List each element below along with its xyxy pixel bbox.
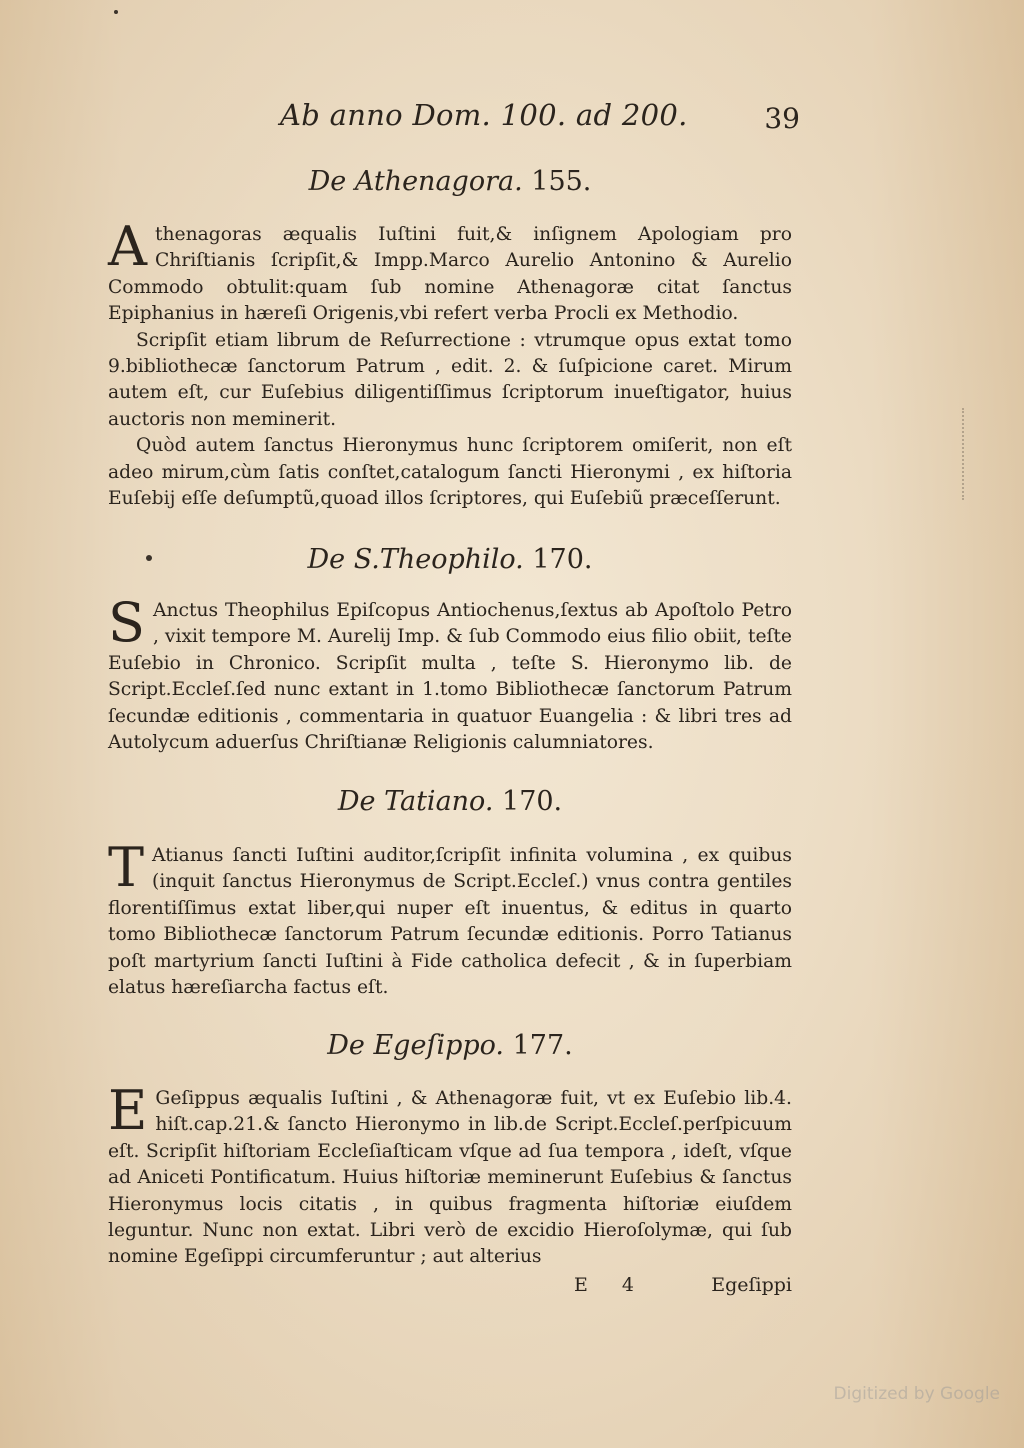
section-year: 170. bbox=[532, 544, 593, 575]
section-body-tatiano bbox=[108, 836, 792, 1001]
page-header bbox=[280, 98, 800, 142]
section-title-text: De S.Theophilo. bbox=[307, 544, 524, 575]
section-body-theophilo bbox=[108, 591, 792, 756]
section-body-athenagora bbox=[108, 215, 792, 512]
paragraph bbox=[108, 215, 792, 328]
paragraph: Scripſit etiam librum de Reſurrectione : vtrumque opus extat tomo 9.bibliothecæ ſanctorum Patrum , edit. 2. & ſuſpicione caret. Mirum autem eſt, cur Euſebius diligentiſſimus ſcriptorum inueſtigator, huius auctoris non meminerit. bbox=[108, 329, 792, 430]
drop-cap: E bbox=[108, 1079, 148, 1142]
paragraph-text: thenagoras æqualis Iuſtini fuit,& inſignem Apologiam pro Chriſtianis ſcripſit,& Impp.Marco Aurelio Antonino & Aurelio Commodo obtulit:quam ſub nomine Athenagoræ citat ſanctus Epiphanius in hæreſi Origenis,vbi refert verba Procli ex Methodio. bbox=[108, 224, 792, 325]
section-body-egesippo bbox=[108, 1079, 792, 1271]
section-title-athenagora bbox=[108, 166, 792, 197]
page-footer bbox=[108, 1274, 792, 1304]
drop-cap: T bbox=[108, 836, 145, 899]
section-year: 155. bbox=[531, 166, 592, 197]
section-title-text: De Egeſippo. bbox=[327, 1030, 505, 1061]
section-title-egesippo bbox=[108, 1030, 792, 1061]
paragraph-text: Atianus ſancti Iuſtini auditor,ſcripſit infinita volumina , ex quibus (inquit ſanctus Hieronymus de Script.Eccleſ.) vnus contra gentiles florentiſſimus extat liber,qui nuper eſt inuentus, & editus in quarto tomo Bibliothecæ ſanctorum Patrum ſecundæ editionis. Porro Tatianus poſt martyrium ſancti Iuſtini à Fide catholica defecit , & in ſuperbiam elatus hæreſiarcha factus eſt. bbox=[108, 845, 792, 999]
signature-mark: E 4 bbox=[574, 1274, 648, 1296]
paragraph-text: Geſippus æqualis Iuſtini , & Athenagoræ fuit, vt ex Euſebio lib.4. hiſt.cap.21.& ſancto Hieronymo in lib.de Script.Eccleſ.perſpicuum eſt. Scripſit hiſtoriam Eccleſiaſticam vſque ad ſua tempora , ideſt, vſque ad Aniceti Pontificatum. Huius hiſtoriæ meminerunt Euſebius & ſanctus Hieronymus locis citatis , in quibus fragmenta hiſtoriæ eiuſdem leguntur. Nunc non extat. Libri verò de excidio Hieroſolymæ, qui ſub nomine Egeſippi circumferuntur ; aut alterius bbox=[108, 1088, 792, 1268]
digitization-watermark: Digitized by Google bbox=[833, 1384, 1000, 1404]
section-title-theophilo bbox=[108, 544, 792, 575]
paragraph bbox=[108, 591, 792, 756]
drop-cap: A bbox=[108, 215, 147, 278]
paragraph bbox=[108, 836, 792, 1001]
section-year: 170. bbox=[502, 786, 563, 817]
section-year: 177. bbox=[512, 1030, 573, 1061]
paragraph bbox=[108, 1079, 792, 1271]
running-head: Ab anno Dom. 100. ad 200. bbox=[280, 98, 688, 132]
margin-smudge bbox=[962, 408, 978, 500]
page-number: 39 bbox=[764, 102, 800, 135]
catchword: Egeſippi bbox=[711, 1274, 792, 1296]
drop-cap: S bbox=[108, 591, 145, 654]
section-title-text: De Tatiano. bbox=[337, 786, 494, 817]
paragraph-text: Anctus Theophilus Epiſcopus Antiochenus,ſextus ab Apoſtolo Petro , vixit tempore M. Aurelij Imp. & ſub Commodo eius filio obiit, teſte Euſebio in Chronico. Scripſit multa , teſte S. Hieronymo lib. de Script.Eccleſ.ſed nunc extant in 1.tomo Bibliothecæ ſanctorum Patrum ſecundæ editionis , commentaria in quatuor Euangelia : & libri tres ad Autolycum aduerſus Chriſtianæ Religionis calumniatores. bbox=[108, 600, 792, 754]
paragraph: Quòd autem ſanctus Hieronymus hunc ſcriptorem omiſerit, non eſt adeo mirum,cùm ſatis conſtet,catalogum ſancti Hieronymi , ex hiſtoria Euſebij eſſe deſumptũ,quoad illos ſcriptores, qui Euſebiũ præceſſerunt. bbox=[108, 435, 792, 510]
section-title-text: De Athenagora. bbox=[308, 166, 523, 197]
section-title-tatiano bbox=[108, 786, 792, 817]
print-mark bbox=[114, 10, 118, 14]
